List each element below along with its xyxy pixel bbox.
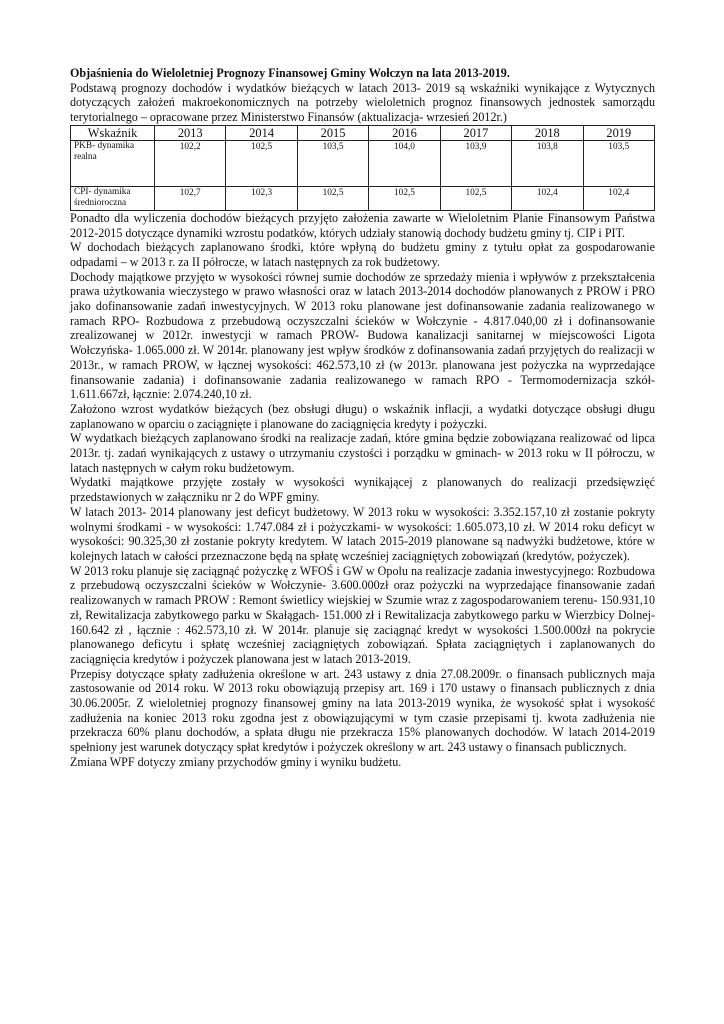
intro-paragraph: Podstawą prognozy dochodów i wydatków bieżących w latach 2013- 2019 są wskaźniki wynikające z Wytycznych dotyczących założeń makroekonomicznych na potrzeby wieloletnich prognoz finansowych jednostek samorządu terytorialnego – opracowane przez Ministerstwo Finansów (aktualizacja- wrzesień 2012r.) [70, 80, 655, 125]
row-label: CPI- dynamika średnioroczna [71, 186, 155, 210]
document-title: Objaśnienia do Wieloletniej Prognozy Finansowej Gminy Wołczyn na lata 2013-2019. [70, 66, 510, 80]
table-cell: 102,2 [155, 140, 226, 186]
table-header-cell: 2017 [440, 125, 511, 140]
document-page [70, 66, 655, 770]
table-row [71, 186, 655, 210]
table-header-cell: 2015 [297, 125, 368, 140]
table-cell: 104,0 [369, 140, 440, 186]
paragraph-cleanliness-tasks: W wydatkach bieżących zaplanowano środki na realizacje zadań, które gmina będzie zobowiązana realizować od lipca 2013r. tj. zadań wynikających z ustawy o utrzymaniu czystości i porządku w gminach- w 2013 roku w II półroczu, w latach następnych w całym roku budżetowym. [70, 431, 655, 475]
indicator-table [70, 125, 655, 211]
paragraph-income-assumptions: Ponadto dla wyliczenia dochodów bieżących przyjęto założenia zawarte w Wieloletnim Planie Finansowym Państwa 2012-2015 dotyczące dynamiki wzrostu podatków, których udziały stanowią dochody budżetu gminy tj. CIP i PIT. [70, 210, 655, 240]
table-cell: 102,5 [440, 186, 511, 210]
table-cell: 102,5 [369, 186, 440, 210]
table-cell: 102,5 [226, 140, 297, 186]
table-cell: 103,5 [583, 140, 654, 186]
table-cell: 102,3 [226, 186, 297, 210]
table-header-cell: 2016 [369, 125, 440, 140]
paragraph-deficit: W latach 2013- 2014 planowany jest deficyt budżetowy. W 2013 roku w wysokości: 3.352.157,10 zł zostanie pokryty wolnymi środkami - w wysokości: 1.747.084 zł i pożyczkami- w wysokości: 1.605.073,10 zł. W 2014 roku deficyt w wysokości: 90.325,30 zł zostanie pokryty kredytem. W latach 2015-2019 planowane są nadwyżki budżetowe, które w kolejnych latach w całości przeznaczone będą na spłatę wcześniej zaciągniętych zobowiązań (kredytów, pożyczek). [70, 504, 655, 563]
table-header-cell: 2014 [226, 125, 297, 140]
table-cell: 103,9 [440, 140, 511, 186]
table-cell: 102,4 [583, 186, 654, 210]
table-header-cell: 2013 [155, 125, 226, 140]
table-header-cell: 2018 [512, 125, 583, 140]
row-label: PKB- dynamika realna [71, 140, 155, 186]
paragraph-current-expenses: Założono wzrost wydatków bieżących (bez obsługi długu) o wskaźnik inflacji, a wydatki dotyczące obsługi długu zaplanowano w oparciu o zaciągnięte i planowane do zaciągnięcia kredyty i pożyczki. [70, 401, 655, 431]
paragraph-waste-fees: W dochodach bieżących zaplanowano środki, które wpłyną do budżetu gminy z tytułu opłat za gospodarowanie odpadami – w 2013 r. za II półrocze, w latach następnych za rok budżetowy. [70, 240, 655, 269]
table-cell: 103,8 [512, 140, 583, 186]
table-row [71, 140, 655, 186]
paragraph-wpf-change: Zmiana WPF dotyczy zmiany przychodów gminy i wyniku budżetu. [70, 754, 402, 769]
paragraph-debt-rules: Przepisy dotyczące spłaty zadłużenia określone w art. 243 ustawy z dnia 27.08.2009r. o finansach publicznych maja zastosowanie od 2014 roku. W 2013 roku obowiązują przepisy art. 169 i 170 ustawy o finansach publicznych z dnia 30.06.2005r. Z wieloletniej prognozy finansowej gminy na lata 2013-2019 wynika, że wysokość spłat i wysokość zadłużenia na koniec 2013 roku zgodna jest z obowiązującymi w tym czasie przepisami tj. kwota zadłużenia nie przekracza 60% planu dochodów, a spłata długu nie przekracza 15% planowanych dochodów. W latach 2014-2019 spełniony jest warunek dotyczący spłat kredytów i pożyczek określony w art. 243 ustawy o finansach publicznych. [70, 666, 655, 755]
paragraph-loans: W 2013 roku planuje się zaciągnąć pożyczkę z WFOŚ i GW w Opolu na realizacje zadania inwestycyjnego: Rozbudowa z przebudową oczyszczalni ścieków w Wołczynie- 3.600.000zł oraz pożyczki na wyprzedające finansowanie zadań realizowanych w ramach PROW : Remont świetlicy wiejskiej w Szumie wraz z zagospodarowaniem terenu- 150.931,10 zł, Rewitalizacja zabytkowego parku w Skałągach- 151.000 zł i Rewitalizacja zabytkowego parku w Wierzbicy Dolnej- 160.642 zł , łącznie : 462.573,10 zł. W 2014r. planuje się zaciągnąć kredyt w wysokości 1.500.000zł na pokrycie planowanego deficytu i spłatę wcześniej zaciągniętych zobowiązań. Spłata zaciągniętych i zaplanowanych do zaciągnięcia kredytów i pożyczek planowana jest w latach 2013-2019. [70, 563, 655, 666]
table-header-row [71, 125, 655, 140]
paragraph-capital-income: Dochody majątkowe przyjęto w wysokości równej sumie dochodów ze sprzedaży mienia i wpływów z przekształcenia prawa użytkowania wieczystego w prawo własności oraz w latach 2013-2014 dochodów planowanych z PROW i PRO jako dofinansowanie zadań inwestycyjnych. W 2013 roku planowane jest dofinansowanie zadania realizowanego w ramach RPO- Rozbudowa z przebudową oczyszczalni ścieków w Wołczynie - 4.817.040,00 zł i dofinansowanie zrealizowanej w 2012r. inwestycji w ramach PROW- Budowa kanalizacji sanitarnej w miejscowości Ligota Wołczyńska- 1.065.000 zł. W 2014r. planowany jest wpływ środków z dofinansowania zadań przyjętych do realizacji w 2013r., w ramach PROW, w łącznej wysokości: 462.573,10 zł (w 2013r. planowana jest pożyczka na wyprzedające finansowanie zadania) i dofinansowanie zadania realizowanego w ramach RPO - Termomodernizacja szkół- 1.611.667zł, łącznie: 2.074.240,10 zł. [70, 269, 655, 402]
table-cell: 102,5 [297, 186, 368, 210]
table-cell: 103,5 [297, 140, 368, 186]
table-header-cell: Wskaźnik [71, 125, 155, 140]
table-cell: 102,7 [155, 186, 226, 210]
table-header-cell: 2019 [583, 125, 654, 140]
paragraph-capital-expenses: Wydatki majątkowe przyjęte zostały w wysokości wynikającej z planowanych do realizacji przedsięwzięć przedstawionych w załączniku nr 2 do WPF gminy. [70, 475, 655, 505]
table-cell: 102,4 [512, 186, 583, 210]
